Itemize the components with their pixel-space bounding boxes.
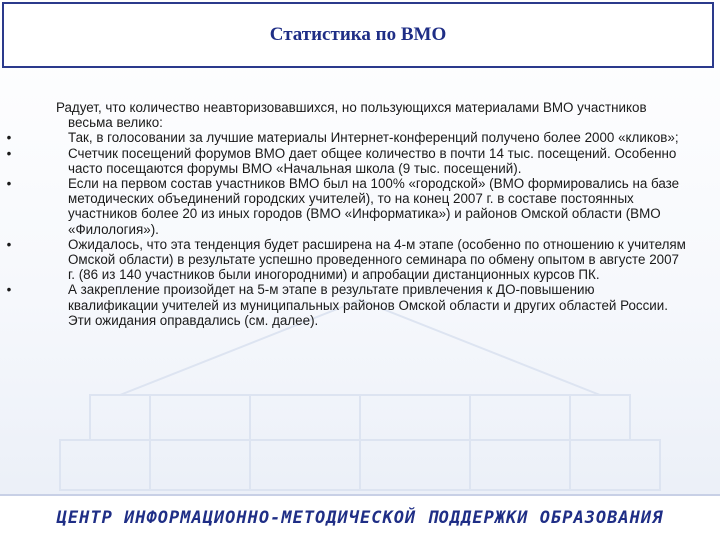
list-item [6,130,686,146]
footer-bar [0,496,720,540]
title-box [2,2,714,68]
footer-text: ЦЕНТР ИНФОРМАЦИОННО-МЕТОДИЧЕСКОЙ ПОДДЕРЖКИ ОБРАЗОВАНИЯ [56,508,664,528]
list-item [6,282,686,328]
bullet-text: Так, в голосовании за лучшие материалы Интернет-конференций получено более 2000 «кликов»; [68,130,679,146]
list-item [6,236,686,283]
bullet-text: Если на первом состав участников ВМО был на 100% «городской» (ВМО формировались на базе методических объединений городских учителей), то на конец 2007 г. в составе постоянных участников более 20 из иных городов (ВМО «Информатика») и районов Омской области (ВМО «Филология»). [68,176,680,237]
slide-title: Статистика по ВМО [269,24,447,45]
bullet-icon: • [6,176,12,192]
list-item [6,176,686,237]
bullet-list [6,130,686,328]
slide-content [6,100,686,328]
list-item [6,145,686,176]
bullet-text: Счетчик посещений форумов ВМО дает общее количество в почти 14 тыс. посещений. Особенно часто посещаются форумы ВМО «Начальная школа (9 тыс. посещений). [68,145,677,176]
bullet-icon: • [6,145,12,161]
bullet-icon: • [6,282,12,298]
bullet-text: А закрепление произойдет на 5-м этапе в результате привлечения к ДО-повышению квалификации учителей из муниципальных районов Омской области и других областей России. Эти ожидания оправдались (см. далее). [68,282,668,328]
intro-text: Радует, что количество неавторизовавшихся, но пользующихся материалами ВМО участников весьма велико: [56,100,647,131]
bullet-icon: • [6,236,12,252]
bullet-text: Ожидалось, что эта тенденция будет расширена на 4-м этапе (особенно по отношению к учителям Омской области) в результате успешно проведенного семинара по обмену опытом в августе 2007 г. (86 из 140 участников были иногородними) и апробации дистанционных курсов ПК. [68,236,686,283]
bullet-icon: • [6,130,12,146]
